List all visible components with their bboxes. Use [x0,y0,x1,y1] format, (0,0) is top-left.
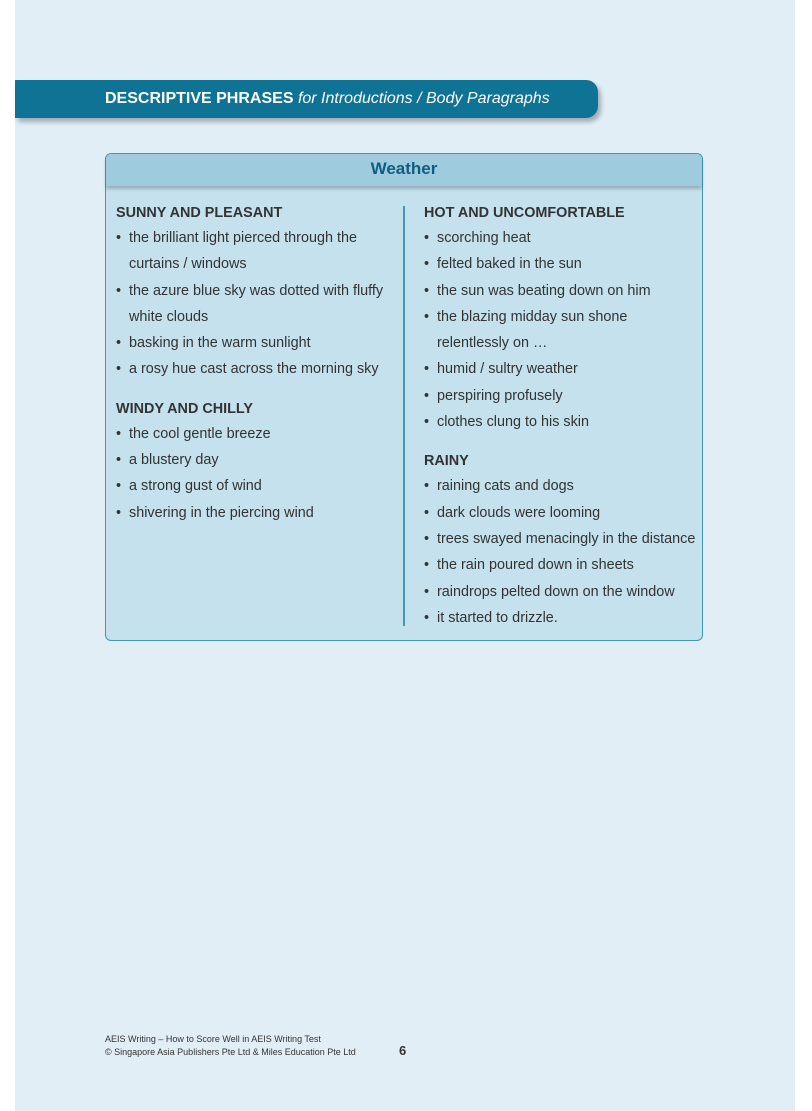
bullet-icon: • [116,478,122,495]
list-item [424,251,699,277]
banner-title-bold: DESCRIPTIVE PHRASES [105,90,294,107]
phrase-text: basking in the warm sunlight [129,335,311,352]
phrase-list [424,473,699,631]
list-item [424,552,699,578]
column-divider [403,206,405,626]
phrase-text: trees swayed menacingly in the distance [437,530,696,547]
bullet-icon: • [116,335,122,352]
list-item [424,278,699,304]
list-item [116,500,396,526]
phrase-text: it started to drizzle. [437,609,558,626]
list-item [424,500,699,526]
phrase-text: the azure blue sky was dotted with fluffy white clouds [129,282,384,325]
phrase-text: the sun was beating down on him [437,282,651,299]
bullet-icon: • [424,557,430,574]
weather-panel [105,153,703,641]
footer-copyright: © Singapore Asia Publishers Pte Ltd & Miles Education Pte Ltd [105,1047,356,1057]
phrase-text: raining cats and dogs [437,478,574,495]
section-heading: HOT AND UNCOMFORTABLE [424,205,625,221]
left-column [116,201,396,526]
phrase-text: a blustery day [129,452,219,469]
section-heading: WINDY AND CHILLY [116,400,253,417]
phrase-text: the rain poured down in sheets [437,557,634,574]
bullet-icon: • [424,504,430,521]
panel-title: Weather [106,154,702,186]
phrase-text: humid / sultry weather [437,361,578,378]
bullet-icon: • [116,504,122,521]
phrase-text: felted baked in the sun [437,256,582,273]
list-item [424,409,699,435]
phrase-text: a rosy hue cast across the morning sky [129,361,379,378]
list-item [116,225,396,278]
bullet-icon: • [116,452,122,469]
list-item [424,304,699,357]
phrase-text: scorching heat [437,230,531,246]
list-item [424,473,699,499]
bullet-icon: • [424,387,430,404]
list-item [424,356,699,382]
list-item [424,526,699,552]
list-item [116,473,396,499]
bullet-icon: • [424,361,430,378]
phrase-text: clothes clung to his skin [437,414,589,431]
phrase-text: shivering in the piercing wind [129,504,314,521]
phrase-text: perspiring profusely [437,387,563,404]
phrase-list [424,225,699,435]
banner-title-italic: for Introductions / Body Paragraphs [297,90,550,107]
list-item [116,447,396,473]
section-banner [15,80,598,118]
phrase-text: the blazing midday sun shone relentlessly on … [437,308,628,352]
bullet-icon: • [424,583,430,600]
list-item [424,383,699,409]
bullet-icon: • [116,425,122,442]
list-item [116,356,396,382]
bullet-icon: • [116,282,122,299]
phrase-text: dark clouds were looming [437,504,601,521]
bullet-icon: • [424,609,430,626]
footer-book-title: AEIS Writing – How to Score Well in AEIS Writing Test [105,1034,321,1044]
list-item [116,421,396,447]
bullet-icon: • [116,361,122,378]
bullet-icon: • [424,282,430,299]
phrase-list [116,225,396,383]
list-item [116,278,396,331]
bullet-icon: • [424,414,430,431]
section-heading: SUNNY AND PLEASANT [116,205,283,221]
right-column [424,201,699,631]
list-item [424,579,699,605]
bullet-icon: • [424,256,430,273]
phrase-text: the cool gentle breeze [129,425,271,442]
bullet-icon: • [424,308,430,325]
list-item [424,225,699,251]
list-item [424,605,699,631]
bullet-icon: • [424,530,430,547]
phrase-text: raindrops pelted down on the window [437,583,675,600]
phrase-text: a strong gust of wind [129,478,262,495]
list-item [116,330,396,356]
phrase-text: the brilliant light pierced through the curtains / windows [129,230,357,273]
bullet-icon: • [424,230,430,246]
bullet-icon: • [116,230,122,246]
phrase-list [116,421,396,526]
bullet-icon: • [424,478,430,495]
section-heading: RAINY [424,453,469,470]
page-number: 6 [399,1043,407,1058]
footer [105,1033,356,1059]
